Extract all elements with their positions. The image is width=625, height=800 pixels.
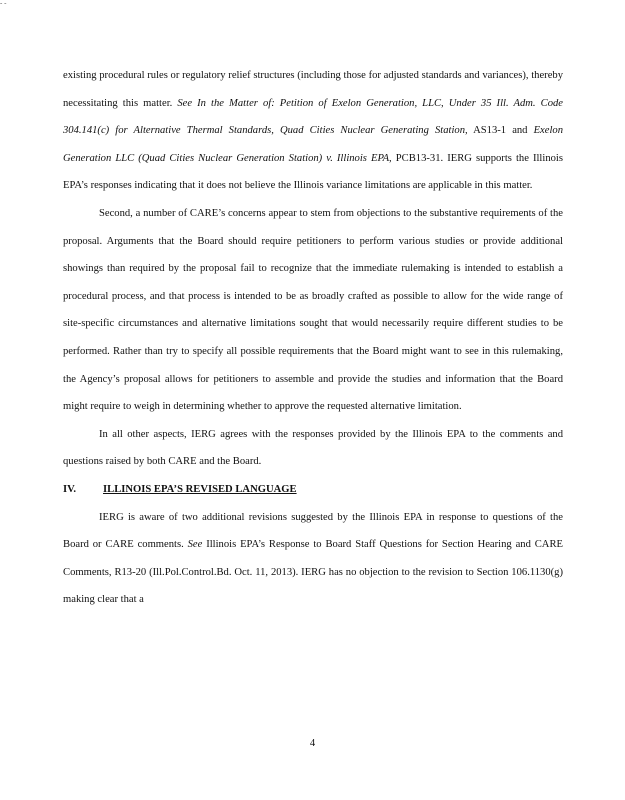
paragraph-other-aspects: In all other aspects, IERG agrees with the responses provided by the Illinois EPA to the comments and questions raised by both CARE and the Board. <box>63 428 563 468</box>
case-citation: See In the Matter of: Petition of Exelon Generation, LLC, Under 35 Ill. Adm. Code 304.141(c) for Alternative Thermal Standards, Quad Cities Nuclear Generating Station, <box>63 97 564 137</box>
body-text <box>63 62 563 614</box>
section-heading <box>63 476 563 504</box>
paragraph-text: PCB13-31. IERG supports the Illinois EPA’s responses indicating that it does not believe the Illinois variance limitations are applicable in this matter. <box>63 152 563 192</box>
section-number: IV. <box>63 483 77 495</box>
paragraph-revisions <box>63 504 563 614</box>
section-title: ILLINOIS EPA’S REVISED LANGUAGE <box>103 483 297 495</box>
case-citation: Exelon Generation LLC (Quad Cities Nuclear Generation Station) v. Illinois EPA, <box>63 125 563 164</box>
page-number: 4 <box>309 738 316 749</box>
signal-see: See <box>187 539 203 551</box>
paragraph-text: existing procedural rules or regulatory relief structures (including those for adjusted standards and variances), thereby necessitating this matter. <box>63 70 563 109</box>
paragraph-text: AS13-1 and <box>467 125 534 137</box>
corner-mark: - - <box>0 0 7 7</box>
paragraph-text: IERG is aware of two additional revisions suggested by the Illinois EPA in response to questions of the Board or CARE comments. <box>63 511 563 551</box>
paragraph-second: Second, a number of CARE’s concerns appear to stem from objections to the substantive requirements of the proposal. Arguments that the Board should require petitioners to perform various studies or provide additional showings than required by the proposal fail to recognize that the immediate rulemaking is intended to establish a procedural process, and that process is intended to be as broadly crafted as possible to allow for the wide range of site-specific circumstances and alternative limitations sought that would necessarily require different studies to be performed. Rather than try to specify all possible requirements that the Board might want to see in this rulemaking, the Agency’s proposal allows for petitioners to assemble and provide the studies and information that the Board might require to weigh in determining whether to approve the requested alternative limitation. <box>63 207 563 413</box>
paragraph-text: Illinois EPA’s Response to Board Staff Questions for Section Hearing and CARE Comments, R13-20 (Ill.Pol.Control.Bd. Oct. 11, 2013). IERG has no objection to the revision to Section 106.1130(g) making clear that a <box>63 539 563 606</box>
paragraph-continued <box>63 62 563 200</box>
